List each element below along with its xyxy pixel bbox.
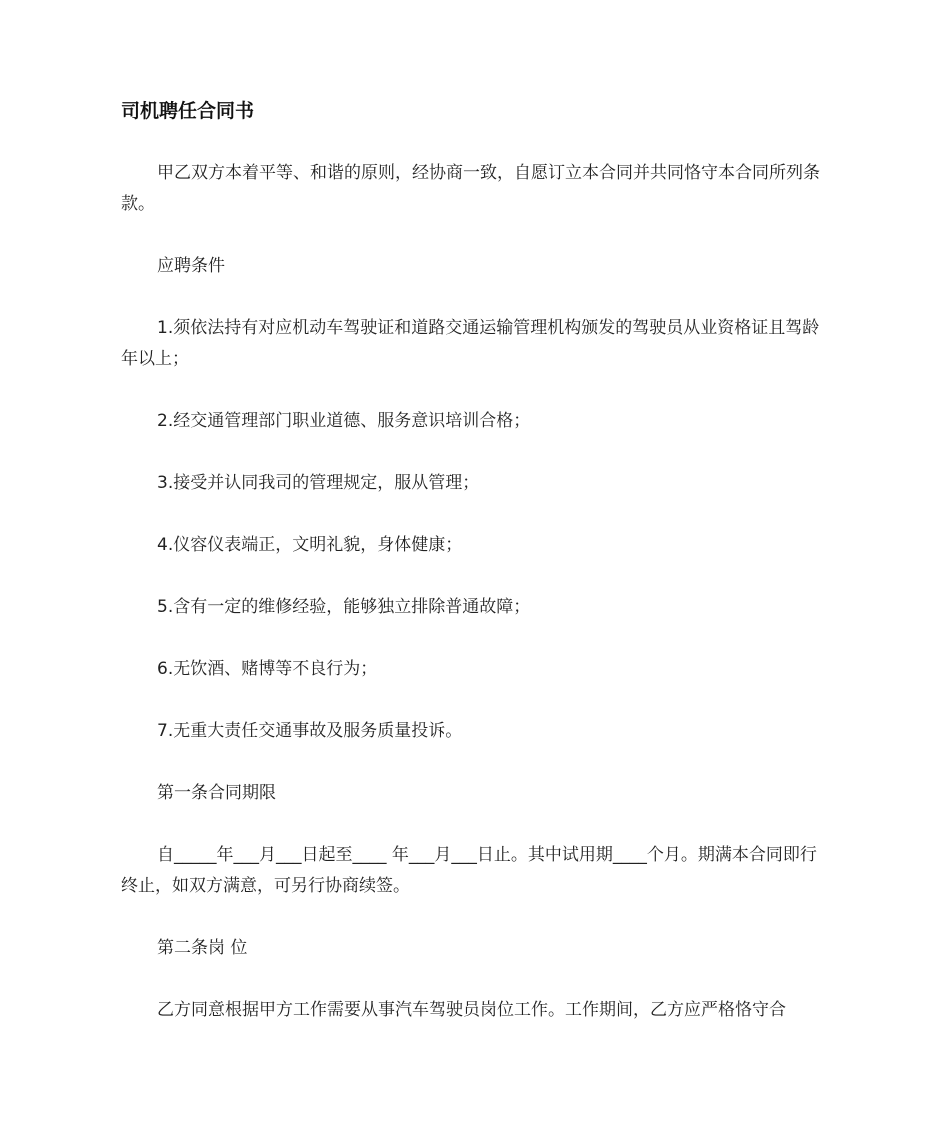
condition-item-5: 5.含有一定的维修经验，能够独立排除普通故障； <box>157 597 531 617</box>
section-heading-conditions: 应聘条件 <box>157 256 225 276</box>
document-title: 司机聘任合同书 <box>121 100 255 122</box>
condition-item-7: 7.无重大责任交通事故及服务质量投诉。 <box>157 721 463 741</box>
condition-item-1: 1.须依法持有对应机动车驾驶证和道路交通运输管理机构颁发的驾驶员从业资格证且驾龄 年以上； <box>121 318 825 369</box>
article-2-heading: 第二条岗 位 <box>157 938 248 958</box>
condition-item-2: 2.经交通管理部门职业道德、服务意识培训合格； <box>157 411 531 431</box>
condition-item-4: 4.仪容仪表端正，文明礼貌，身体健康； <box>157 535 463 555</box>
article-2-body: 乙方同意根据甲方工作需要从事汽车驾驶员岗位工作。工作期间，乙方应严格恪守合 <box>157 1000 786 1020</box>
condition-item-6: 6.无饮酒、赌博等不良行为； <box>157 659 378 679</box>
document-body <box>121 96 829 1026</box>
condition-item-3: 3.接受并认同我司的管理规定，服从管理； <box>157 473 480 493</box>
article-1-heading: 第一条合同期限 <box>157 783 276 803</box>
article-1-body: 自_____年___月___日起至____ 年___月___日止。其中试用期____个月。期满本合同即行终止，如双方满意，可另行协商续签。 <box>121 845 817 896</box>
preamble-paragraph: 甲乙双方本着平等、和谐的原则，经协商一致，自愿订立本合同并共同恪守本合同所列条款。 <box>121 163 820 214</box>
